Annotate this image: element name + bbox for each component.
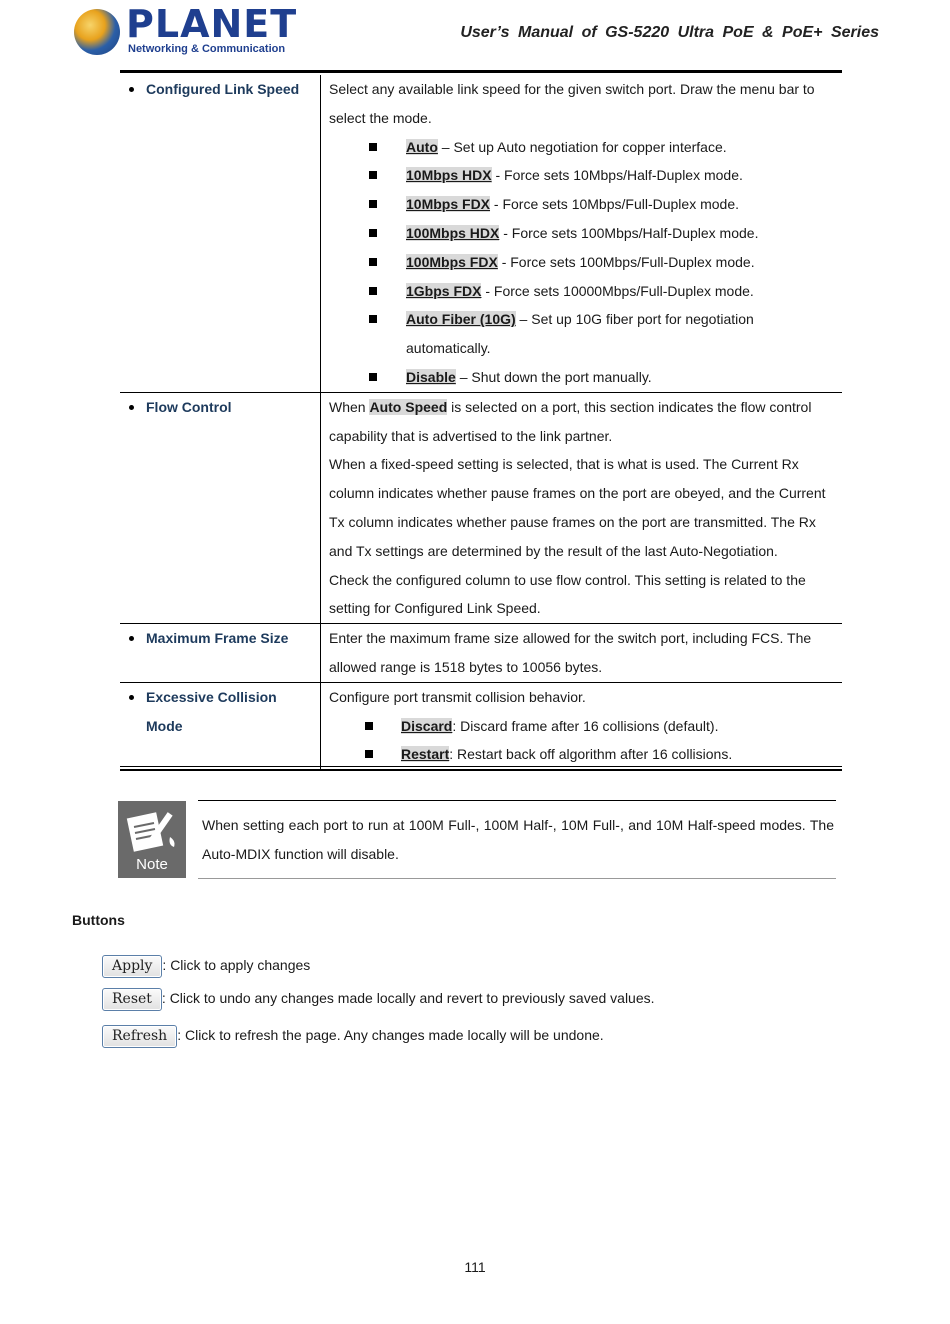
param-name: Flow Control	[128, 393, 320, 422]
option-text: - Force sets 10Mbps/Full-Duplex mode.	[490, 196, 739, 213]
option-item	[329, 190, 842, 219]
param-name: Maximum Frame Size	[128, 624, 320, 653]
table-row	[120, 624, 842, 683]
highlight-key: Auto Speed	[369, 398, 448, 415]
option-item	[329, 161, 842, 190]
param-name-line: Excessive Collision	[146, 688, 277, 705]
note-icon	[118, 801, 186, 878]
option-text: - Force sets 10000Mbps/Full-Duplex mode.	[481, 282, 754, 299]
buttons-heading: Buttons	[72, 912, 125, 928]
manual-title: User’s Manual of GS-5220 Ultra PoE & PoE+ Series	[460, 24, 879, 41]
table-bottom-rule	[120, 766, 842, 767]
param-desc-line: column indicates whether pause frames on the port are obeyed, and the Current	[329, 485, 826, 502]
parameter-table	[120, 75, 842, 769]
option-item	[329, 363, 842, 392]
reset-button[interactable]: Reset	[102, 988, 162, 1011]
param-desc-line: Enter the maximum frame size allowed for the switch port, including FCS. The	[329, 630, 812, 647]
option-text: - Force sets 100Mbps/Full-Duplex mode.	[497, 253, 755, 270]
globe-icon	[74, 9, 120, 55]
apply-button[interactable]: Apply	[102, 955, 162, 978]
param-desc-line: Check the configured column to use flow control. This setting is related to the	[329, 571, 806, 588]
option-item	[329, 133, 842, 162]
param-desc-line: allowed range is 1518 bytes to 10056 bytes.	[329, 658, 603, 675]
option-key: 100Mbps HDX	[406, 224, 500, 241]
planet-logo	[72, 2, 298, 58]
option-text-cont: automatically.	[406, 340, 491, 357]
note-bottom-rule	[198, 878, 836, 879]
param-desc-line: select the mode.	[329, 109, 432, 126]
option-key: 1Gbps FDX	[406, 282, 482, 299]
button-description: : Click to undo any changes made locally and revert to previously saved values.	[161, 990, 655, 1007]
param-desc-line: capability that is advertised to the link partner.	[329, 427, 613, 444]
option-text: - Force sets 10Mbps/Half-Duplex mode.	[491, 167, 743, 184]
button-row-reset	[102, 988, 655, 1011]
option-key: 100Mbps FDX	[406, 253, 498, 270]
button-description: : Click to refresh the page. Any changes made locally will be undone.	[177, 1027, 604, 1044]
option-key: 10Mbps HDX	[406, 167, 492, 184]
option-text: – Shut down the port manually.	[455, 368, 652, 385]
option-item	[329, 219, 842, 248]
desc-text: is selected on a port, this section indicates the flow control	[447, 398, 812, 415]
param-name-line: Mode	[146, 717, 183, 734]
button-description: : Click to apply changes	[162, 957, 311, 974]
option-text: : Discard frame after 16 collisions (default).	[452, 717, 719, 734]
pencil-paper-icon	[118, 801, 186, 857]
option-key: Discard	[401, 717, 453, 734]
table-row	[120, 682, 842, 769]
param-desc-line: and Tx settings are determined by the result of the last Auto-Negotiation.	[329, 542, 778, 559]
option-text: : Restart back off algorithm after 16 collisions.	[449, 746, 733, 763]
option-item	[329, 305, 842, 363]
param-desc-line	[329, 393, 842, 422]
table-top-rule	[120, 70, 842, 73]
param-desc-line: Select any available link speed for the given switch port. Draw the menu bar to	[329, 81, 815, 97]
desc-text: When	[329, 398, 370, 415]
logo-wordmark: PLANET	[126, 2, 298, 46]
option-key: 10Mbps FDX	[406, 196, 491, 213]
param-desc-line: Tx column indicates whether pause frames on the port are transmitted. The Rx	[329, 513, 816, 530]
note-text: When setting each port to run at 100M Full-, 100M Half-, 10M Full-, and 10M Half-speed modes. The Auto-MDIX function will disable.	[202, 817, 834, 862]
option-item	[329, 248, 842, 277]
option-key: Restart	[401, 746, 450, 763]
button-row-refresh	[102, 1025, 604, 1048]
page-number: 111	[464, 1259, 486, 1275]
param-name	[128, 683, 320, 741]
option-text: - Force sets 100Mbps/Half-Duplex mode.	[499, 224, 759, 241]
option-key: Auto	[406, 138, 438, 155]
param-desc-line: Configure port transmit collision behavior.	[329, 688, 586, 705]
option-text: – Set up 10G fiber port for negotiation	[515, 311, 754, 328]
button-row-apply	[102, 955, 310, 978]
note-top-rule	[198, 800, 836, 801]
table-bottom-rule-thick	[120, 769, 842, 771]
param-desc-line: setting for Configured Link Speed.	[329, 600, 541, 617]
note-label: Note	[136, 856, 168, 873]
option-text: – Set up Auto negotiation for copper interface.	[437, 138, 727, 155]
option-item	[329, 740, 842, 769]
page-header	[0, 0, 950, 70]
logo-tagline: Networking & Communication	[128, 43, 286, 55]
option-item	[329, 277, 842, 306]
param-name: Configured Link Speed	[128, 75, 320, 104]
option-key: Auto Fiber (10G)	[406, 311, 516, 328]
param-desc-line: When a fixed-speed setting is selected, that is what is used. The Current Rx	[329, 456, 799, 473]
option-item	[329, 712, 842, 741]
table-row	[120, 392, 842, 623]
refresh-button[interactable]: Refresh	[102, 1025, 177, 1048]
option-key: Disable	[406, 368, 456, 385]
table-row	[120, 75, 842, 392]
